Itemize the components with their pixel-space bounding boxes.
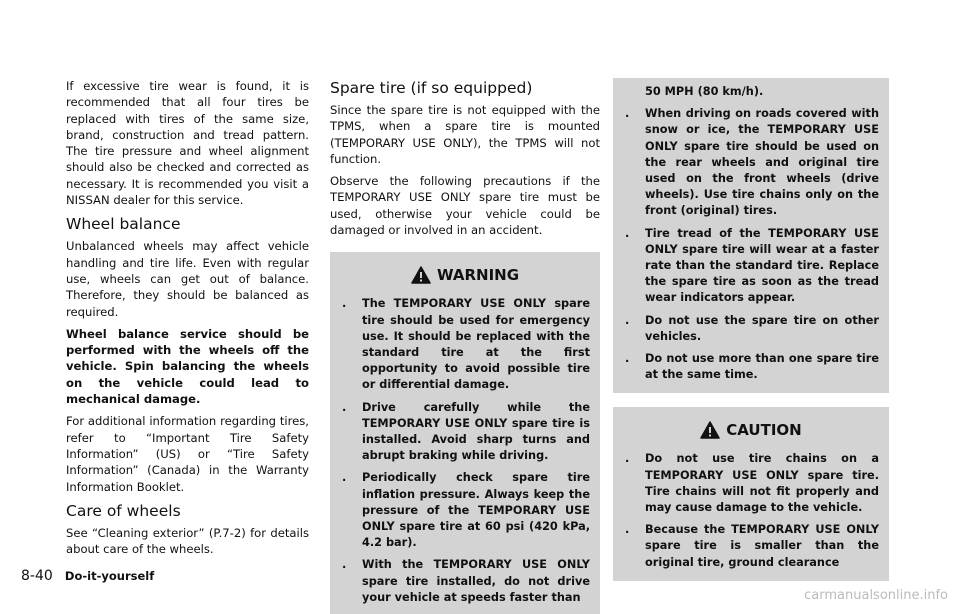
watermark: carmanualsonline.info bbox=[804, 588, 948, 603]
paragraph-additional-info: For additional information regarding tires, refer to “Important Tire Safety Information” (US) or “Tire Safety Information” (Canada) in the Warranty Information Booklet. bbox=[66, 414, 309, 494]
list-item: . Drive carefully while the TEMPORARY USE ONLY spare tire is installed. Avoid sharp turns and abrupt braking while driving. bbox=[342, 400, 590, 463]
list-item: . Do not use more than one spare tire at the same time. bbox=[625, 352, 879, 382]
section-title: Do-it-yourself bbox=[64, 569, 155, 583]
column-left bbox=[66, 78, 309, 563]
paragraph-balance-service: Wheel balance service should be performed with the wheels off the vehicle. Spin balancing the wheels on the vehicle could lead to mechanical damage. bbox=[66, 326, 309, 407]
warning-header bbox=[340, 264, 590, 286]
list-item: . When driving on roads covered with snow or ice, the TEMPORARY USE ONLY spare tire should be used on the rear wheels and original tire used on the front wheels (drive wheels). Use tire chains only on the front (original) tires. bbox=[625, 107, 879, 218]
heading-care-of-wheels: Care of wheels bbox=[66, 501, 181, 520]
warning-triangle-icon bbox=[700, 421, 720, 439]
warning-title: WARNING bbox=[436, 266, 520, 285]
paragraph-tire-wear: If excessive tire wear is found, it is recommended that all four tires be replaced with tires of the same size, brand, construction and tread pattern. The tire pressure and wheel alignment should also be checked and corrected as necessary. It is recommended you visit a NISSAN dealer for this service. bbox=[66, 79, 309, 208]
paragraph-unbalanced: Unbalanced wheels may affect vehicle handling and tire life. Even with regular use, wheels can get out of balance. Therefore, they should be balanced as required. bbox=[66, 239, 309, 319]
column-right bbox=[613, 78, 889, 581]
heading-wheel-balance: Wheel balance bbox=[66, 215, 181, 234]
list-item: . Do not use the spare tire on other vehicles. bbox=[625, 313, 879, 343]
warning-list-continued bbox=[623, 106, 879, 383]
caution-list bbox=[623, 451, 879, 570]
caution-header bbox=[623, 419, 879, 441]
warning-triangle-icon bbox=[411, 266, 431, 284]
paragraph-tpms: Since the spare tire is not equipped with the TPMS, when a spare tire is mounted (TEMPORARY USE ONLY), the TPMS will not function. bbox=[330, 103, 600, 166]
page-number: 8-40 bbox=[21, 568, 53, 584]
caution-title: CAUTION bbox=[726, 421, 802, 440]
paragraph-precautions: Observe the following precautions if the TEMPORARY USE ONLY spare tire must be used, otherwise your vehicle could be damaged or involved in an accident. bbox=[330, 174, 600, 238]
caution-box bbox=[613, 407, 889, 580]
warning-list bbox=[340, 296, 590, 606]
column-middle bbox=[330, 78, 600, 614]
warning-box-continued bbox=[613, 78, 889, 393]
list-item: . The TEMPORARY USE ONLY spare tire should be used for emergency use. It should be replaced with the standard tire at the first opportunity to avoid possible tire or differential damage. bbox=[342, 297, 590, 392]
paragraph-care: See “Cleaning exterior” (P.7-2) for details about care of the wheels. bbox=[66, 525, 309, 557]
heading-spare-tire: Spare tire (if so equipped) bbox=[330, 79, 533, 97]
warning-box bbox=[330, 252, 600, 614]
list-item: . With the TEMPORARY USE ONLY spare tire installed, do not drive your vehicle at speeds faster than bbox=[342, 558, 590, 604]
continued-text: 50 MPH (80 km/h). bbox=[645, 85, 764, 98]
list-item: . Because the TEMPORARY USE ONLY spare tire is smaller than the original tire, ground clearance bbox=[625, 523, 879, 569]
list-item: . Tire tread of the TEMPORARY USE ONLY spare tire will wear at a faster rate than the standard tire. Replace the spare tire as soon as the tread wear indicators appear. bbox=[625, 226, 879, 305]
list-item: . Do not use tire chains on a TEMPORARY USE ONLY spare tire. Tire chains will not fit properly and may cause damage to the vehicle. bbox=[625, 452, 879, 515]
list-item: . Periodically check spare tire inflation pressure. Always keep the pressure of the TEMPORARY USE ONLY spare tire at 60 psi (420 kPa, 4.2 bar). bbox=[342, 471, 590, 550]
page-footer bbox=[21, 568, 154, 584]
